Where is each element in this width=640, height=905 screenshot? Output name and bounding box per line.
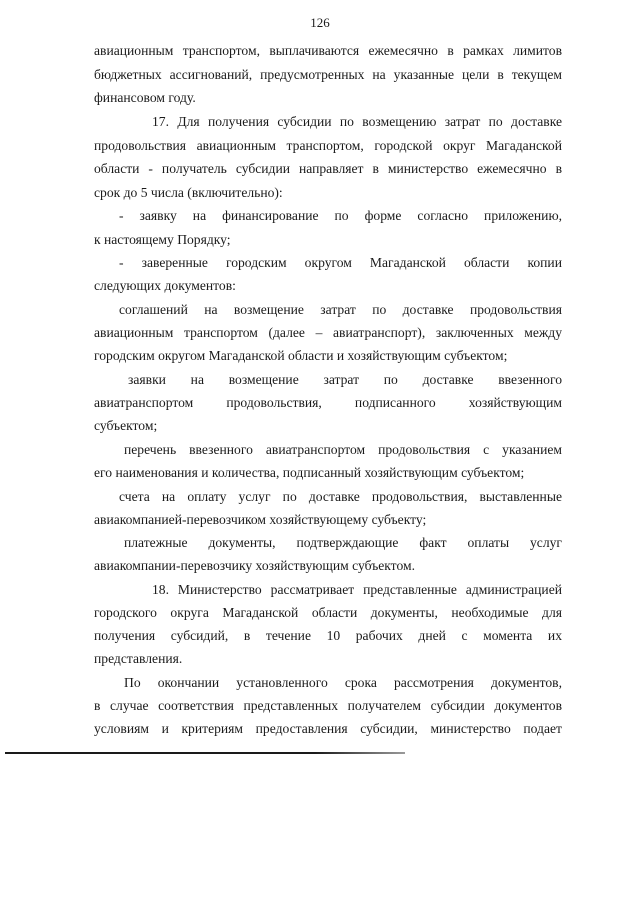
footer-divider (5, 752, 405, 754)
text-line: следующих документов: (94, 278, 236, 293)
text-line: области - получатель субсидии направляет в министерство ежемесячно в (94, 161, 562, 176)
text-line: авиакомпании-перевозчику хозяйствующим субъектом. (94, 558, 415, 573)
text-line: в случае соответствия представленных получателем субсидии документов (94, 698, 562, 713)
text-line: перечень ввезенного авиатранспортом продовольствия с указанием (124, 442, 562, 457)
text-line: 18. Министерство рассматривает представленные администрацией (152, 582, 562, 597)
text-line: счета на оплату услуг по доставке продовольствия, выставленные (119, 489, 562, 504)
text-line: городским округом Магаданской области и хозяйствующим субъектом; (94, 348, 508, 363)
text-line: к настоящему Порядку; (94, 232, 231, 247)
text-line: продовольствия авиационным транспортом, городской округ Магаданской (94, 138, 562, 153)
text-line: авиационным транспортом, выплачиваются ежемесячно в рамках лимитов (94, 43, 562, 58)
text-line: представления. (94, 651, 183, 666)
text-line: авиатранспортом продовольствия, подписанного хозяйствующим (94, 395, 562, 410)
text-line: авиационным транспортом (далее – авиатранспорт), заключенных между (94, 325, 562, 340)
text-line: условиям и критериям предоставления субсидии, министерство подает (94, 721, 562, 736)
text-line: платежные документы, подтверждающие факт оплаты услуг (124, 535, 562, 550)
text-line: 17. Для получения субсидии по возмещению затрат по доставке (152, 114, 562, 129)
text-line: финансовом году. (94, 90, 196, 105)
text-line: заявки на возмещение затрат по доставке ввезенного (128, 372, 562, 387)
text-line: авиакомпанией-перевозчиком хозяйствующему субъекту; (94, 512, 427, 527)
text-line: получения субсидий, в течение 10 рабочих дней с момента их (94, 628, 562, 643)
text-line: срок до 5 числа (включительно): (94, 185, 283, 200)
text-line: городского округа Магаданской области документы, необходимые для (94, 605, 562, 620)
page-number: 126 (310, 15, 330, 30)
text-line: бюджетных ассигнований, предусмотренных на указанные цели в текущем (94, 67, 562, 82)
text-line: - заявку на финансирование по форме согласно приложению, (119, 208, 562, 223)
text-line: По окончании установленного срока рассмотрения документов, (124, 675, 562, 690)
text-line: - заверенные городским округом Магаданской области копии (119, 255, 562, 270)
text-line: его наименования и количества, подписанный хозяйствующим субъектом; (94, 465, 525, 480)
text-line: субъектом; (94, 418, 158, 433)
text-line: соглашений на возмещение затрат по доставке продовольствия (119, 302, 562, 317)
